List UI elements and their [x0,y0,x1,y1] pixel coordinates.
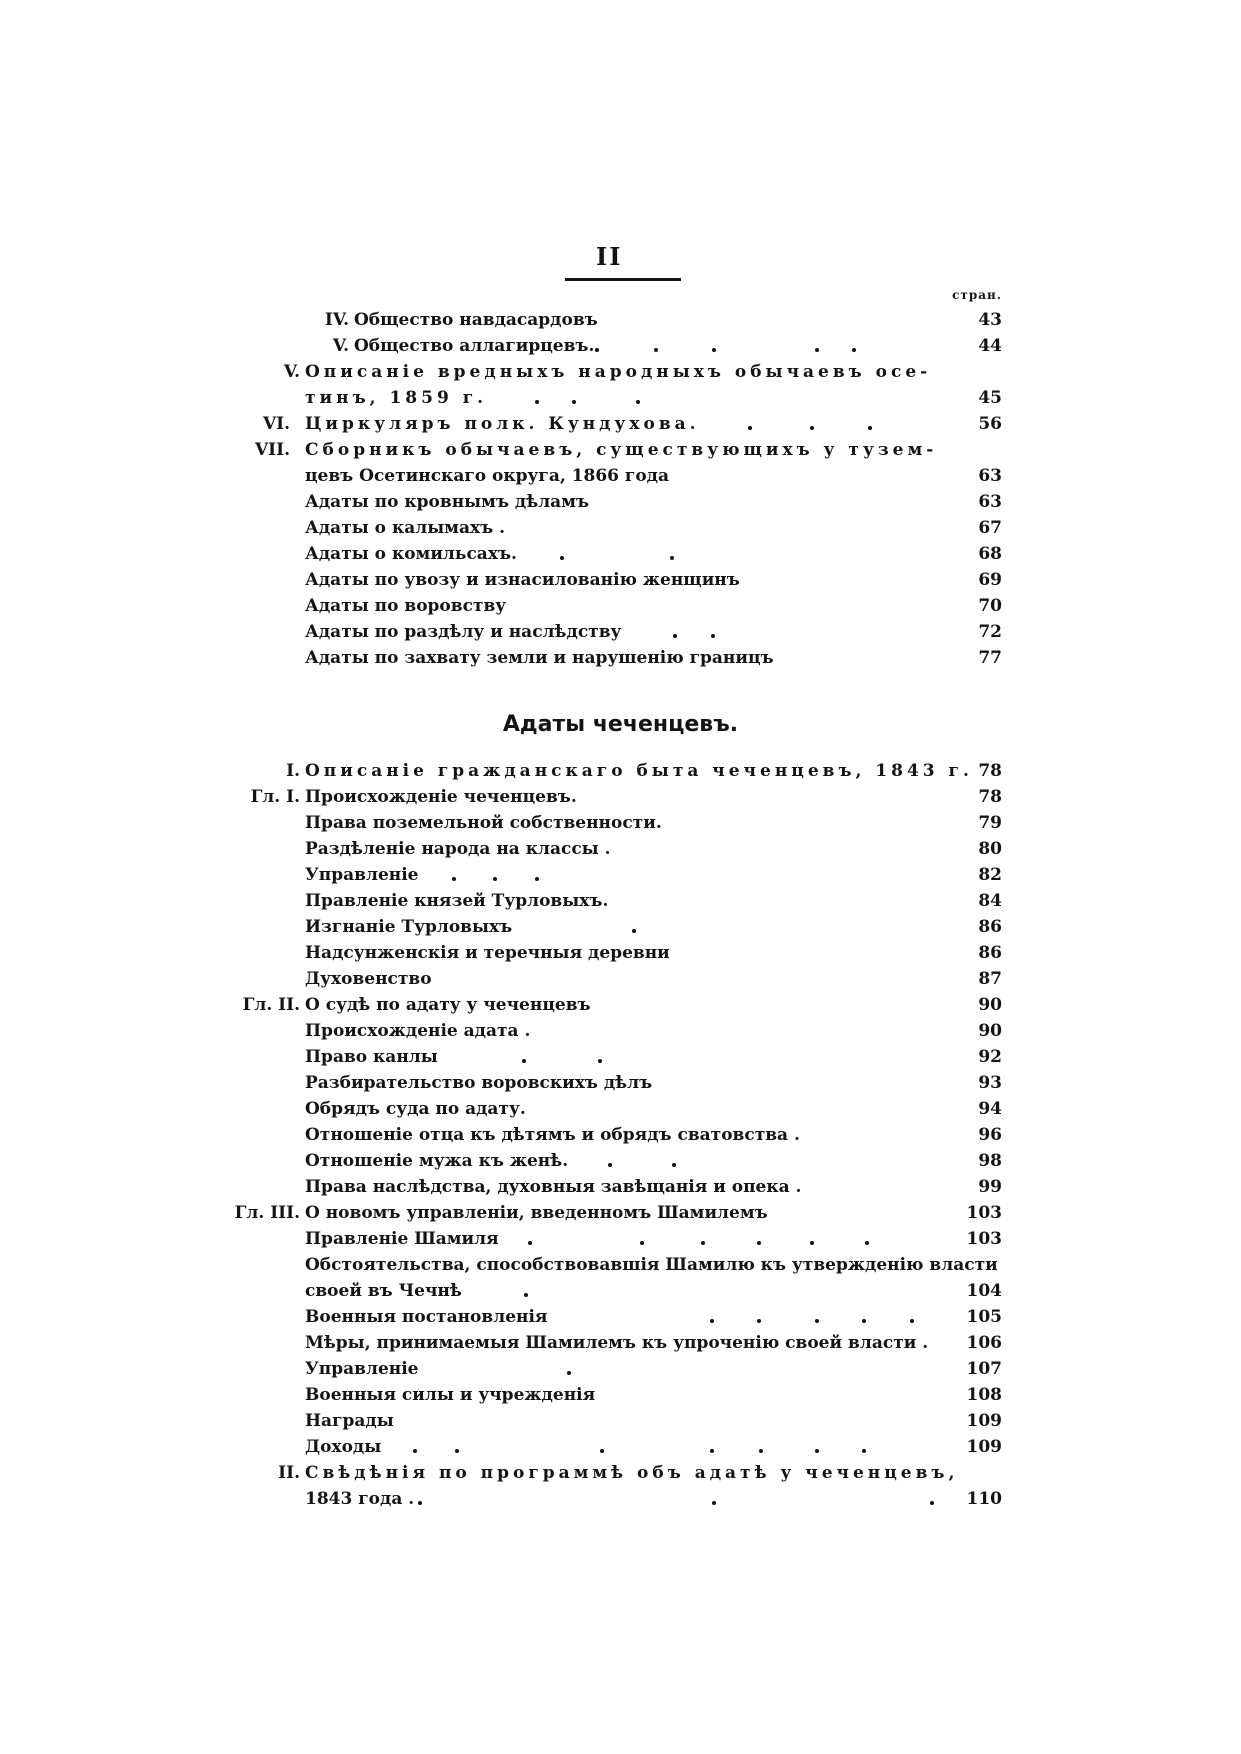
toc-entry [0,1226,1241,1252]
toc-entry [0,1148,1241,1174]
leader-dots [0,1486,1241,1512]
leader-dot [868,426,872,430]
toc-entry-page: 98 [978,1151,1002,1171]
leader-dot [757,1241,761,1245]
toc-entry-title: Адаты о комильсахъ. [305,544,517,564]
toc-entry-number: V. [332,336,349,356]
toc-entry-title: Происхожденіе чеченцевъ. [305,787,577,807]
toc-entry-title: Описаніе гражданскаго быта чеченцевъ, 1843 г. [305,761,973,781]
toc-entry-page: 79 [978,813,1002,833]
toc-entry-page: 72 [978,622,1002,642]
toc-entry-title: Награды [305,1411,394,1431]
toc-entry-page: 78 [978,761,1002,781]
page-number: II [596,242,623,271]
leader-dots [0,1018,1241,1044]
toc-entry-title: 1843 года . [305,1489,415,1509]
toc-entry-title: Адаты по кровнымъ дѣламъ [305,492,590,512]
leader-dots [0,1434,1241,1460]
leader-dot [862,1449,866,1453]
toc-entry-number: Гл. I. [250,787,300,807]
leader-dot [535,400,539,404]
page-column-label: стран. [952,288,1002,302]
toc-entry-page: 105 [966,1307,1002,1327]
leader-dots [0,385,1241,411]
leader-dot [595,348,599,352]
leader-dot [810,1241,814,1245]
toc-entry-page: 92 [978,1047,1002,1067]
toc-entry-page: 109 [966,1437,1002,1457]
toc-entry-page: 103 [966,1229,1002,1249]
toc-entry-page: 99 [978,1177,1002,1197]
leader-dots [0,1356,1241,1382]
toc-entry [0,463,1241,489]
toc-entry-number: IV. [324,310,349,330]
toc-entry-title: цевъ Осетинскаго округа, 1866 года [305,466,670,486]
leader-dots [0,862,1241,888]
leader-dots [0,888,1241,914]
toc-entry-number: VII. [254,440,290,460]
toc-entry-title: тинъ, 1859 г. [305,388,488,408]
section-title: Адаты чеченцевъ. [502,712,739,737]
toc-entry [0,1330,1241,1356]
toc-entry-page: 67 [978,518,1002,538]
toc-entry-title: Право канлы [305,1047,438,1067]
leader-dot [535,877,539,881]
leader-dot [528,1241,532,1245]
toc-entry [0,758,1241,784]
toc-entry [0,810,1241,836]
toc-entry-title: О судѣ по адату у чеченцевъ [305,995,591,1015]
toc-entry-page: 94 [978,1099,1002,1119]
toc-entry [0,1096,1241,1122]
leader-dot [452,877,456,881]
toc-entry [0,940,1241,966]
leader-dot [712,348,716,352]
toc-entry-title: Отношеніе мужа къ женѣ. [305,1151,569,1171]
leader-dot [524,1293,528,1297]
toc-entry-title: Разбирательство воровскихъ дѣлъ [305,1073,653,1093]
toc-entry-title: Адаты по захвату земли и нарушенію границъ [305,648,774,668]
toc-entry-page: 86 [978,943,1002,963]
leader-dot [862,1319,866,1323]
toc-entry-page: 84 [978,891,1002,911]
toc-entry-title: Доходы [305,1437,382,1457]
toc-entry [0,914,1241,940]
toc-entry-title: Общество аллагирцевъ. [354,336,595,356]
toc-entry-page: 86 [978,917,1002,937]
toc-entry-title: Надсунженскія и теречныя деревни [305,943,670,963]
leader-dot [600,1449,604,1453]
toc-entry [0,619,1241,645]
leader-dots [0,1382,1241,1408]
toc-entry-page: 78 [978,787,1002,807]
toc-entry-number: I. [286,761,300,781]
toc-entry-title: Адаты по увозу и изнасилованію женщинъ [305,570,740,590]
leader-dot [711,634,715,638]
leader-dots [0,1044,1241,1070]
toc-entry [0,359,1241,385]
toc-entry [0,888,1241,914]
toc-entry-page: 109 [966,1411,1002,1431]
toc-entry [0,1044,1241,1070]
leader-dot [673,634,677,638]
leader-dot [701,1241,705,1245]
toc-entry-number: VI. [262,414,290,434]
toc-entry-page: 90 [978,995,1002,1015]
toc-entry [0,437,1241,463]
leader-dot [567,1371,571,1375]
toc-entry-page: 63 [978,492,1002,512]
toc-entry [0,1434,1241,1460]
toc-entry-page: 93 [978,1073,1002,1093]
leader-dot [865,1241,869,1245]
toc-entry-title: О новомъ управленіи, введенномъ Шамилемъ [305,1203,768,1223]
leader-dot [815,1319,819,1323]
toc-entry-title: Военныя силы и учрежденія [305,1385,596,1405]
toc-entry [0,966,1241,992]
toc-entry-page: 45 [978,388,1002,408]
toc-entry-title: Адаты по раздѣлу и наслѣдству [305,622,622,642]
toc-entry [0,385,1241,411]
toc-entry-page: 43 [978,310,1002,330]
leader-dot [572,400,576,404]
toc-entry-title: Адаты о калымахъ . [305,518,506,538]
toc-entry-title: Мѣры, принимаемыя Шамилемъ къ упроченію своей власти . [305,1333,929,1353]
toc-entry-page: 90 [978,1021,1002,1041]
toc-entry [0,593,1241,619]
leader-dots [0,914,1241,940]
page-number-rule [565,278,681,281]
leader-dot [598,1059,602,1063]
toc-entry-title: Права наслѣдства, духовныя завѣщанія и опека . [305,1177,802,1197]
toc-entry [0,515,1241,541]
leader-dot [560,556,564,560]
leader-dot [748,426,752,430]
leader-dot [670,556,674,560]
toc-entry-title: Военныя постановленія [305,1307,548,1327]
leader-dot [757,1319,761,1323]
leader-dot [640,1241,644,1245]
toc-entry [0,1382,1241,1408]
toc-entry [0,333,1241,359]
toc-entry-title: Правленіе Шамиля [305,1229,499,1249]
toc-entry [0,1460,1241,1486]
leader-dots [0,1096,1241,1122]
toc-entry [0,1304,1241,1330]
toc-entry [0,862,1241,888]
toc-entry-title: Свѣдѣнія по программѣ объ адатѣ у чеченцевъ, [305,1463,959,1483]
leader-dot [852,348,856,352]
toc-entry [0,992,1241,1018]
leader-dot [710,1449,714,1453]
toc-entry [0,541,1241,567]
toc-entry [0,1486,1241,1512]
leader-dot [815,1449,819,1453]
toc-entry-title: Описаніе вредныхъ народныхъ обычаевъ осе- [305,362,932,382]
leader-dots [0,307,1241,333]
toc-entry-title: своей въ Чечнѣ [305,1281,462,1301]
toc-entry-page: 56 [978,414,1002,434]
leader-dots [0,541,1241,567]
leader-dot [413,1449,417,1453]
toc-entry-title: Правленіе князей Турловыхъ. [305,891,609,911]
leader-dot [930,1501,934,1505]
toc-entry [0,489,1241,515]
toc-entry-page: 87 [978,969,1002,989]
toc-entry-title: Адаты по воровству [305,596,507,616]
leader-dots [0,1278,1241,1304]
toc-entry [0,1408,1241,1434]
toc-entry-title: Духовенство [305,969,432,989]
toc-entry-page: 80 [978,839,1002,859]
toc-entry-page: 69 [978,570,1002,590]
leader-dot [710,1319,714,1323]
toc-entry-page: 103 [966,1203,1002,1223]
toc-entry-title: Раздѣленіе народа на классы . [305,839,611,859]
toc-entry-page: 107 [966,1359,1002,1379]
toc-entry-page: 70 [978,596,1002,616]
toc-entry-title: Управленіе [305,865,419,885]
leader-dots [0,1148,1241,1174]
toc-entry-page: 104 [966,1281,1002,1301]
leader-dots [0,966,1241,992]
toc-entry [0,1122,1241,1148]
toc-entry [0,784,1241,810]
leader-dots [0,515,1241,541]
toc-entry-title: Циркуляръ полк. Кундухова. [305,414,700,434]
leader-dot [672,1163,676,1167]
toc-entry-title: Общество навдасардовъ [354,310,598,330]
toc-entry-page: 63 [978,466,1002,486]
toc-entry [0,1278,1241,1304]
toc-entry [0,1174,1241,1200]
toc-entry [0,836,1241,862]
toc-entry-title: Сборникъ обычаевъ, существующихъ у тузем- [305,440,938,460]
toc-entry-title: Управленіе [305,1359,419,1379]
toc-part-one [0,307,1241,671]
leader-dot [636,400,640,404]
leader-dots [0,333,1241,359]
leader-dots [0,593,1241,619]
toc-entry [0,1252,1241,1278]
leader-dot [418,1501,422,1505]
toc-entry-page: 110 [966,1489,1002,1509]
toc-entry-page: 106 [966,1333,1002,1353]
leader-dot [815,348,819,352]
toc-entry [0,1070,1241,1096]
toc-entry-title: Права поземельной собственности. [305,813,662,833]
toc-entry [0,1356,1241,1382]
leader-dots [0,992,1241,1018]
toc-entry-page: 82 [978,865,1002,885]
leader-dot [654,348,658,352]
leader-dot [608,1163,612,1167]
toc-part-two [0,758,1241,1512]
toc-entry [0,645,1241,671]
leader-dot [810,426,814,430]
leader-dots [0,1304,1241,1330]
leader-dots [0,1226,1241,1252]
toc-entry-page: 108 [966,1385,1002,1405]
toc-entry-title: Отношеніе отца къ дѣтямъ и обрядъ сватовства . [305,1125,800,1145]
leader-dot [712,1501,716,1505]
toc-entry-page: 77 [978,648,1002,668]
leader-dot [455,1449,459,1453]
toc-entry-number: Гл. II. [242,995,300,1015]
toc-entry [0,567,1241,593]
toc-entry-page: 44 [978,336,1002,356]
toc-entry-number: Гл. III. [234,1203,300,1223]
toc-entry [0,1200,1241,1226]
leader-dot [493,877,497,881]
toc-entry-number: V. [283,362,300,382]
leader-dot [632,929,636,933]
toc-entry-title: Обрядъ суда по адату. [305,1099,526,1119]
leader-dots [0,836,1241,862]
toc-entry-title: Изгнаніе Турловыхъ [305,917,513,937]
toc-entry [0,1018,1241,1044]
toc-entry-title: Происхожденіе адата . [305,1021,531,1041]
leader-dots [0,784,1241,810]
leader-dots [0,489,1241,515]
toc-entry [0,411,1241,437]
leader-dots [0,1408,1241,1434]
toc-entry-page: 96 [978,1125,1002,1145]
toc-entry-number: II. [278,1463,300,1483]
toc-entry [0,307,1241,333]
toc-entry-title: Обстоятельства, способствовавшія Шамилю къ утвержденію власти [305,1255,998,1275]
leader-dot [759,1449,763,1453]
leader-dot [522,1059,526,1063]
leader-dot [910,1319,914,1323]
toc-entry-page: 68 [978,544,1002,564]
